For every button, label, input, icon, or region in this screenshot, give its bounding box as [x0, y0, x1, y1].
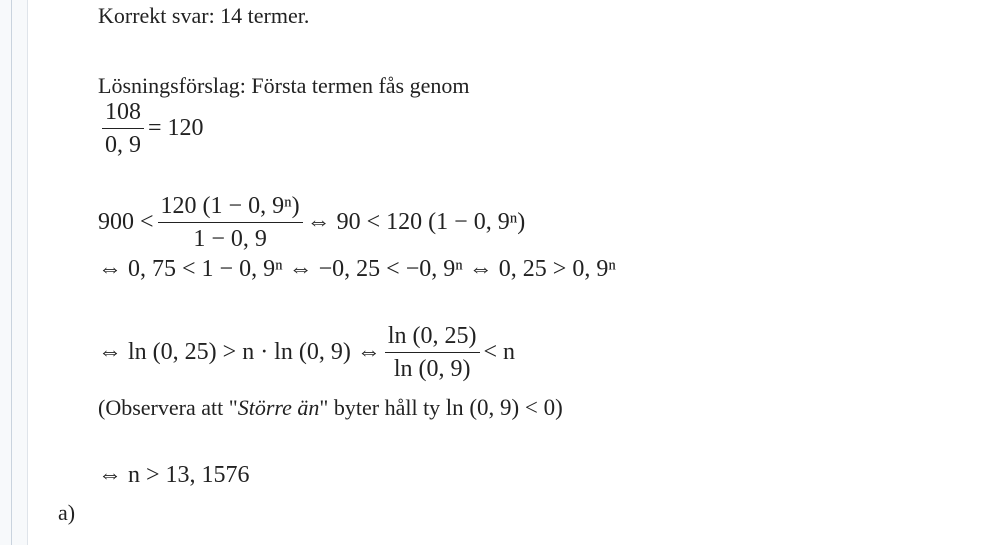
note-pre: (Observera att " — [98, 395, 238, 420]
note-mid: " byter håll ty — [319, 395, 446, 420]
fraction-numerator: ln (0, 25) — [385, 322, 480, 353]
note-italic: Större än — [237, 395, 320, 420]
note-math: ln (0, 9) < 0) — [445, 395, 563, 420]
step3-right: < n — [483, 339, 516, 365]
equals-120: = 120 — [148, 115, 204, 141]
fraction-108-over-0-9 — [102, 98, 144, 159]
fraction-denominator: 0, 9 — [105, 132, 141, 158]
step1-left: 900 < — [98, 209, 154, 235]
first-term-equation — [98, 98, 204, 159]
correct-answer: Korrekt svar: 14 termer. — [98, 3, 310, 28]
sum-formula-fraction — [158, 192, 303, 253]
step1-right: ⇔ 90 < 120 (1 − 0, 9ⁿ) — [306, 209, 526, 235]
left-border-stripe — [0, 0, 28, 545]
solution-intro: Lösningsförslag: Första termen fås genom — [98, 73, 470, 98]
fraction-denominator: ln (0, 9) — [393, 356, 471, 382]
inequality-step-1 — [98, 192, 525, 253]
step3-left: ⇔ ln (0, 25) > n · ln (0, 9) ⇔ — [98, 339, 381, 365]
part-label: a) — [58, 500, 76, 525]
fraction-denominator: 1 − 0, 9 — [193, 226, 267, 252]
fraction-numerator: 108 — [102, 98, 144, 129]
log-ratio-fraction — [385, 322, 480, 383]
final-result: ⇔ n > 13, 1576 — [98, 462, 250, 488]
inequality-step-2: ⇔ 0, 75 < 1 − 0, 9ⁿ ⇔ −0, 25 < −0, 9ⁿ ⇔ 0, 25 > 0, 9ⁿ — [98, 256, 616, 282]
fraction-numerator: 120 (1 − 0, 9ⁿ) — [158, 192, 303, 223]
inequality-step-3 — [98, 322, 515, 383]
observation-note — [98, 395, 563, 421]
